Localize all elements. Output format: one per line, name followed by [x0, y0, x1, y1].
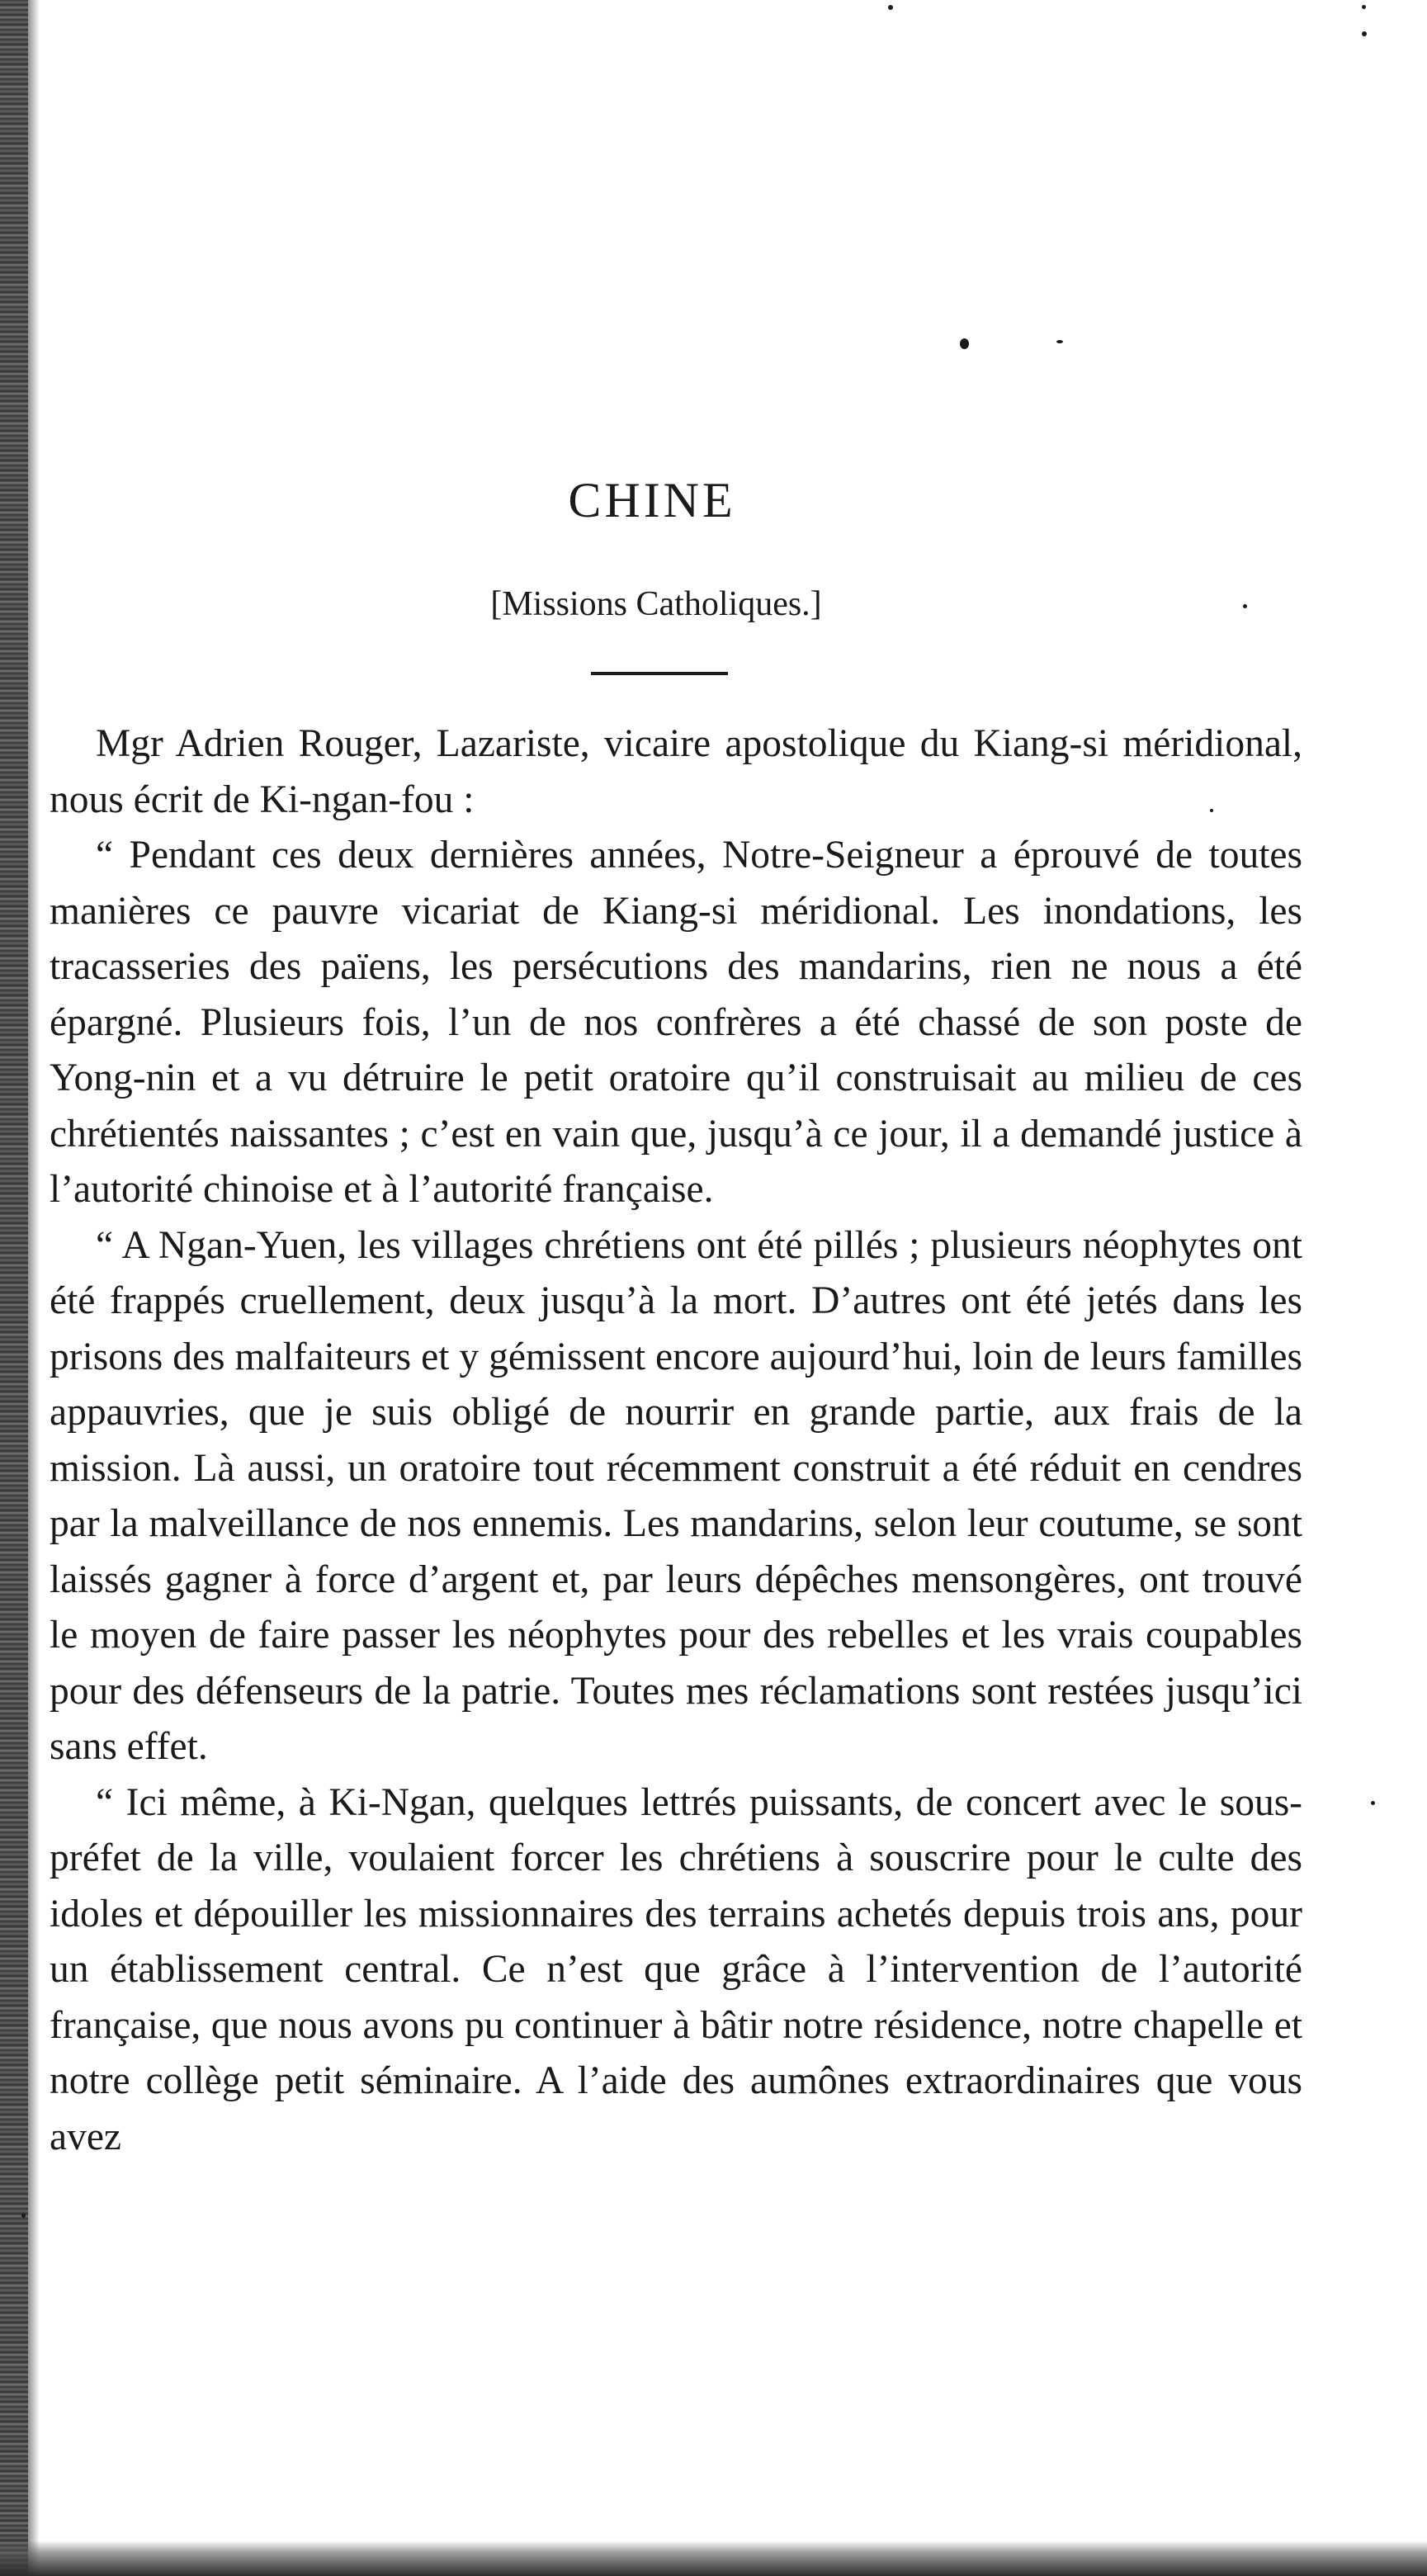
scan-speck — [1362, 5, 1366, 9]
binding-shadow-gradient — [28, 0, 40, 2576]
paragraph: “ Ici même, à Ki-Ngan, quelques lettrés puissants, de concert avec le sous-préfet de la ville, voulaient forcer les chrétiens à souscrire pour le culte des idoles et dépouiller les missionnaires des terrains achetés depuis trois ans, pour un établissement central. Ce n’est que grâce à l’intervention de l’autorité française, que nous avons pu continuer à bâtir notre résidence, notre chapelle et notre collège petit séminaire. A l’aide des aumônes extraordinaires que vous avez — [50, 1780, 1302, 2158]
title-rule — [591, 672, 728, 675]
bottom-scan-edge — [0, 2541, 1427, 2576]
paragraph: “ A Ngan-Yuen, les villages chrétiens ont été pillés ; plusieurs néophytes ont été frappés cruellement, deux jusqu’à la mort. D’autres ont été jetés dans les prisons des malfaiteurs et y gémissent encore aujourd’hui, loin de leurs familles appauvries, que je suis obligé de nourrir en grande partie, aux frais de la mission. Là aussi, un oratoire tout récemment construit a été réduit en cendres par la malveillance de nos ennemis. Les mandarins, selon leur coutume, se sont laissés gagner à force d’argent et, par leurs dépêches mensongères, ont trouvé le moyen de faire passer les néophytes pour des rebelles et les vrais coupables pour des défenseurs de la patrie. Toutes mes réclamations sont restées jusqu’ici sans effet. — [50, 1223, 1302, 1768]
page-subtitle: [Missions Catholiques.] — [490, 585, 822, 623]
scan-speck — [21, 2214, 26, 2218]
page-title: CHINE — [568, 473, 736, 527]
scan-speck — [960, 338, 969, 349]
paragraph: “ Pendant ces deux dernières années, Notre-Seigneur a éprouvé de toutes manières ce pauvre vicariat de Kiang-si méridional. Les inondations, les tracasseries des païens, les persécutions des mandarins, rien ne nous a été épargné. Plusieurs fois, l’un de nos confrères a été chassé de son poste de Yong-nin et a vu détruire le petit oratoire qu’il construisait au milieu de ces chrétientés naissantes ; c’est en vain que, jusqu’à ce jour, il a demandé justice à l’autorité chinoise et à l’autorité française. — [50, 834, 1302, 1211]
scan-speck — [1362, 31, 1367, 36]
paragraph: Mgr Adrien Rouger, Lazariste, vicaire apostolique du Kiang-si méridional, nous écrit de Ki-ngan-fou : — [50, 722, 1302, 821]
scan-speck — [888, 5, 893, 10]
article-body — [50, 716, 1302, 2165]
scan-speck — [1371, 1801, 1375, 1805]
scan-speck — [1056, 340, 1063, 343]
binding-shadow — [0, 0, 28, 2576]
